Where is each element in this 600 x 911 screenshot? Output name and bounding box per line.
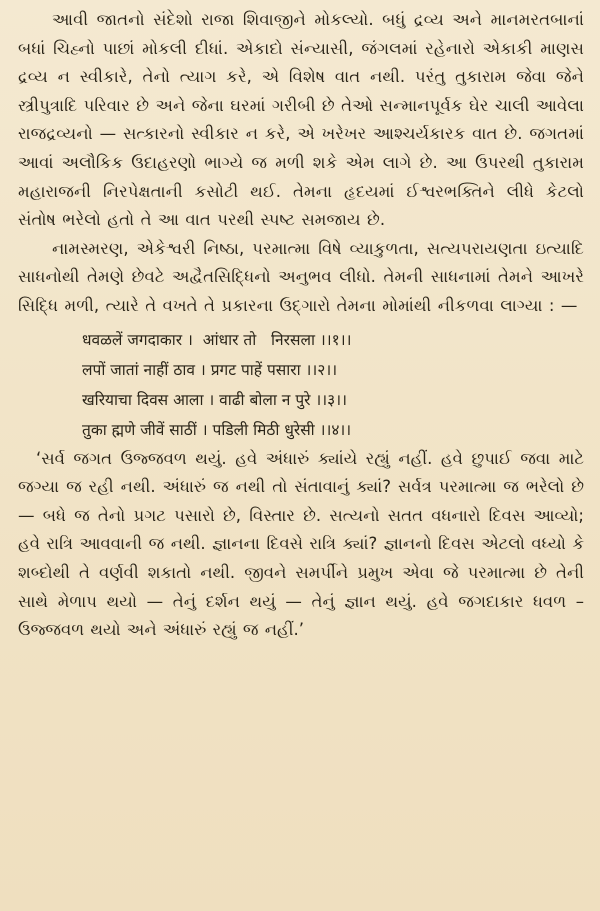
verse-line-1: धवळलें जगदाकार । आंधार तो निरसला ।।१।। (82, 330, 352, 349)
verse-line-4: तुका ह्मणे जीवें साठीं । पडिली मिठी धुरेसी ।।४।। (82, 420, 352, 439)
verse-line-3: खरियाचा दिवस आला । वाढी बोला न पुरे ।।३।। (82, 390, 347, 409)
abhang-verse-block (18, 325, 584, 445)
paragraph-advaita-experience: નામસ્મરણ, એકેશ્વરી નિષ્ઠા, પરમાત્મા વિષે વ્યાકુળતા, સત્યપરાયણતા ઇત્યાદિ સાધનોથી તેમણે છેવટે અદ્વૈતસિદ્ધિનો અનુભવ લીધો. તેમની સાધનામાં તેમને આખરે સિદ્ધિ મળી, ત્યારે તે વખતે તે પ્રકારના ઉદ્ગારો તેમના મોમાંથી નીકળવા લાગ્યા : — (18, 238, 584, 315)
verse-line-2: लपों जातां नाहीं ठाव । प्रगट पाहें पसारा ।।२।। (82, 360, 338, 379)
verse-translation-quote: ‘સર્વ જગત ઉજ્જવળ થયું. હવે અંધારું ક્યાંયે રહ્યું નહીં. હવે છુપાઈ જવા માટે જગ્યા જ રહી નથી. અંધારું જ નથી તો સંતાવાનું ક્યાં? સર્વત્ર પરમાત્મા જ ભરેલો છે — બધે જ તેનો પ્રગટ પસારો છે, વિસ્તાર છે. સત્યનો સતત વધનારો દિવસ આવ્યો; હવે રાત્રિ આવવાની જ નથી. જ્ઞાનના દિવસે રાત્રિ ક્યાં? જ્ઞાનનો દિવસ એટલો વધ્યો કે શબ્દોથી તે વર્ણવી શકાતો નથી. જીવને સમર્પીને પ્રમુખ એવા જે પરમાત્મા છે તેની સાથે મેળાપ થયો — તેનું દર્શન થયું — તેનું જ્ઞાન થયું. હવે જગદાકાર ધવળ – ઉજ્જવળ થયો અને અંધારું રહ્યું જ નહીં.’ (18, 448, 584, 640)
paragraph-shivaji-message: આવી જાતનો સંદેશો રાજા શિવાજીને મોકલ્યો. બધું દ્રવ્ય અને માનમરતબાનાં બધાં ચિહ્નો પાછાં મોકલી દીધાં. એકાદો સંન્યાસી, જંગલમાં રહેનારો એકાકી માણસ દ્રવ્ય ન સ્વીકારે, તેનો ત્યાગ કરે, એ વિશેષ વાત નથી. પરંતુ તુકારામ જેવા જેને સ્ત્રીપુત્રાદિ પરિવાર છે અને જેના ઘરમાં ગરીબી છે તેઓ સન્માનપૂર્વક ઘેર ચાલી આવેલા રાજદ્રવ્યનો — સત્કારનો સ્વીકાર ન કરે, એ ખરેખર આશ્ચર્યકારક વાત છે. જગતમાં આવાં અલૌકિક ઉદાહરણો ભાગ્યે જ મળી શકે એમ લાગે છે. આ ઉપરથી તુકારામ મહારાજની નિરપેક્ષતાની કસોટી થઈ. તેમના હૃદયમાં ઈશ્વરભક્તિને લીધે કેટલો સંતોષ ભરેલો હતો તે આ વાત પરથી સ્પષ્ટ સમજાય છે. (18, 10, 584, 230)
